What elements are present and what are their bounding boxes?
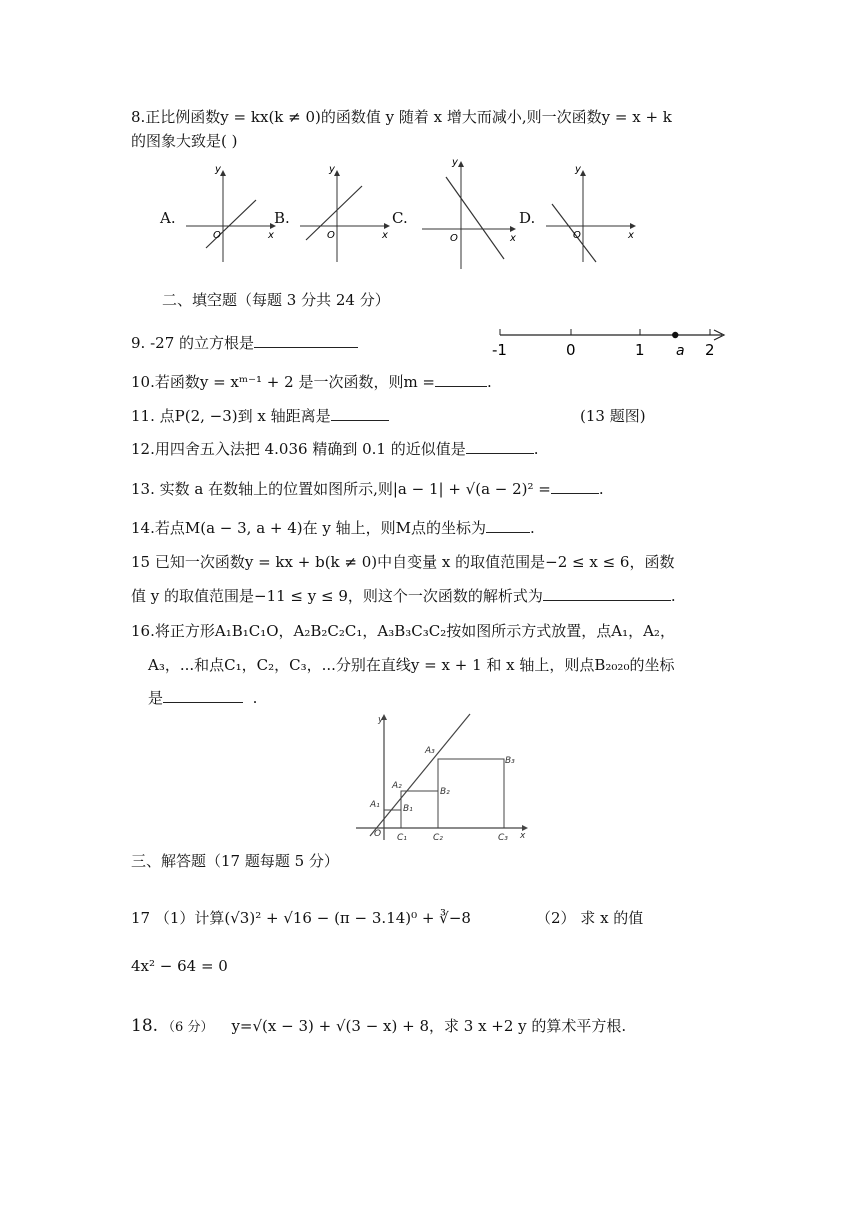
square-1 bbox=[384, 810, 401, 828]
q17-equation: 4x² − 64 = 0 bbox=[131, 957, 228, 975]
option-c-label: C. bbox=[392, 209, 408, 227]
section2-title: 二、填空题（每题 3 分共 24 分） bbox=[162, 291, 390, 309]
q16-blank bbox=[163, 688, 243, 703]
q11 bbox=[131, 406, 389, 426]
q9-blank bbox=[254, 333, 358, 348]
tick-label: 0 bbox=[566, 341, 576, 359]
q16-line2: A₃，...和点C₁，C₂，C₃，...分别在直线y = x + 1 和 x 轴上，则点B₂₀₂₀的坐标 bbox=[148, 656, 675, 674]
numberline-caption: (13 题图) bbox=[580, 407, 646, 425]
q12-text: 12.用四舍五入法把 4.036 精确到 0.1 的近似值是 bbox=[131, 440, 466, 458]
line-y-x-plus-1 bbox=[370, 714, 470, 836]
number-line bbox=[488, 324, 733, 362]
q12-blank bbox=[466, 439, 534, 454]
fig-a1-label: A₁ bbox=[370, 800, 380, 810]
option-d-label: D. bbox=[519, 209, 536, 227]
q18-score: （6 分） bbox=[162, 1020, 214, 1035]
q16-line3 bbox=[148, 688, 257, 708]
fig-o-label: O bbox=[374, 829, 382, 839]
point-a bbox=[672, 332, 678, 338]
q16-end: . bbox=[252, 689, 258, 707]
fig-b3-label: B₃ bbox=[505, 756, 515, 766]
option-c-graph bbox=[418, 155, 528, 273]
q15-line2 bbox=[131, 586, 676, 606]
q17-part2: （2） 求 x 的值 bbox=[536, 909, 644, 927]
option-a-label: A. bbox=[160, 209, 176, 227]
fig-x-label: x bbox=[520, 831, 526, 841]
q14 bbox=[131, 518, 535, 538]
tick-label: -1 bbox=[492, 341, 507, 359]
q14-blank bbox=[486, 518, 530, 533]
q10 bbox=[131, 372, 492, 392]
option-a-origin: O bbox=[213, 230, 221, 241]
q13-text: 13. 实数 a 在数轴上的位置如图所示,则|a − 1| + √(a − 2)² = bbox=[131, 480, 551, 498]
q15-line2-text: 值 y 的取值范围是−11 ≤ y ≤ 9，则这个一次函数的解析式为 bbox=[131, 587, 543, 605]
q14-text: 14.若点M(a − 3, a + 4)在 y 轴上，则M点的坐标为 bbox=[131, 519, 487, 537]
q8-line2: 的图象大致是( ) bbox=[131, 132, 238, 150]
section3-title: 三、解答题（17 题每题 5 分） bbox=[131, 852, 339, 870]
q13-end: . bbox=[598, 480, 604, 498]
q15-end: . bbox=[670, 587, 676, 605]
tick-label: 2 bbox=[705, 341, 715, 359]
fig-c1-label: C₁ bbox=[397, 833, 407, 843]
q10-text: 10.若函数y = xᵐ⁻¹ + 2 是一次函数，则m = bbox=[131, 373, 436, 391]
q11-text: 11. 点P(2, −3)到 x 轴距离是 bbox=[131, 407, 331, 425]
fig-c3-label: C₃ bbox=[498, 833, 508, 843]
q16-line1: 16.将正方形A₁B₁C₁O，A₂B₂C₂C₁，A₃B₃C₃C₂按如图所示方式放置，点A₁，A₂， bbox=[131, 622, 675, 640]
q9-text: 9. -27 的立方根是 bbox=[131, 334, 255, 352]
q18-text: y=√(x − 3) + √(3 − x) + 8，求 3 x +2 y 的算术平方根. bbox=[231, 1017, 627, 1035]
q12 bbox=[131, 439, 539, 459]
fig-c2-label: C₂ bbox=[433, 833, 443, 843]
option-b-origin: O bbox=[327, 230, 335, 241]
option-b-graph bbox=[296, 162, 396, 267]
option-b-label: B. bbox=[274, 209, 290, 227]
q16-line3-text: 是 bbox=[148, 689, 164, 707]
q18 bbox=[131, 1016, 626, 1038]
option-a-y: y bbox=[215, 164, 221, 175]
option-d-origin: O bbox=[573, 230, 581, 241]
fig-b1-label: B₁ bbox=[403, 804, 413, 814]
q11-blank bbox=[331, 406, 389, 421]
q13-blank bbox=[551, 479, 599, 494]
fig-y-label: y bbox=[378, 715, 384, 725]
squares-figure bbox=[352, 706, 534, 844]
q15-line1: 15 已知一次函数y = kx + b(k ≠ 0)中自变量 x 的取值范围是−2 ≤ x ≤ 6，函数 bbox=[131, 553, 675, 571]
point-a-label: a bbox=[676, 343, 685, 359]
q13 bbox=[131, 479, 604, 499]
q10-blank bbox=[435, 372, 487, 387]
fig-b2-label: B₂ bbox=[440, 787, 450, 797]
q15-blank bbox=[543, 586, 671, 601]
fig-a2-label: A₂ bbox=[392, 781, 402, 791]
option-a-x: x bbox=[268, 230, 274, 241]
option-d-x: x bbox=[628, 230, 634, 241]
fig-a3-label: A₃ bbox=[425, 746, 435, 756]
q18-num: 18. bbox=[131, 1016, 159, 1036]
option-c-origin: O bbox=[450, 233, 458, 244]
tick-label: 1 bbox=[635, 341, 645, 359]
q14-end: . bbox=[530, 519, 535, 537]
option-c-x: x bbox=[510, 233, 516, 244]
q12-end: . bbox=[533, 440, 539, 458]
q17-part1: 17 （1）计算(√3)² + √16 − (π − 3.14)⁰ + ∛−8 bbox=[131, 909, 471, 927]
q10-end: . bbox=[487, 373, 492, 391]
option-d-y: y bbox=[575, 164, 581, 175]
option-b-y: y bbox=[329, 164, 335, 175]
option-d-graph bbox=[542, 162, 642, 267]
q8-line1: 8.正比例函数y = kx(k ≠ 0)的函数值 y 随着 x 增大而减小,则一次函数y = x + k bbox=[131, 108, 672, 126]
option-b-x: x bbox=[382, 230, 388, 241]
option-c-y: y bbox=[452, 157, 458, 168]
option-a-graph bbox=[182, 162, 282, 267]
q9 bbox=[131, 333, 358, 353]
